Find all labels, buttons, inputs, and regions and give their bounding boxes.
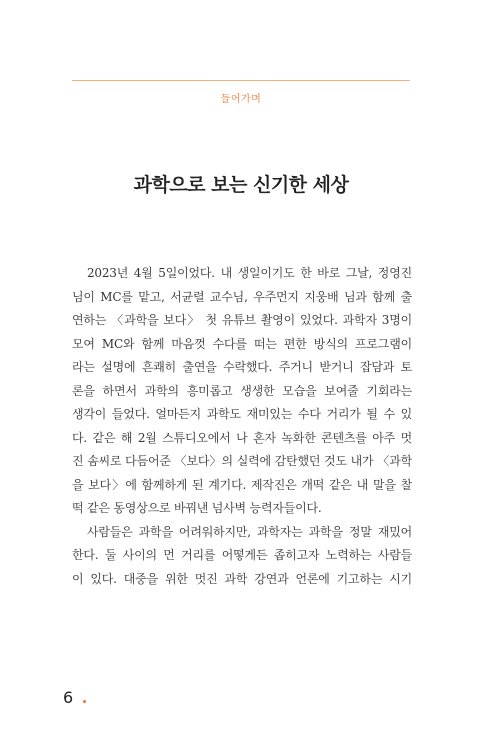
text-line: 사람들은 과학을 어려워하지만, 과학자는 과학을 정말 재밌어	[87, 524, 412, 539]
text-line: 론을 하면서 과학의 흥미롭고 생생한 모습을 보여줄 기회라는	[72, 383, 412, 398]
text-line: 생각이 들었다. 얼마든지 과학도 재미있는 수다 거리가 될 수 있	[72, 407, 412, 421]
text-line: 연하는 〈과학을 보다〉 첫 유튜브 촬영이 있었다. 과학자 3명이	[72, 313, 412, 327]
page-dot	[83, 700, 86, 703]
body-text	[72, 262, 412, 591]
text-line: 님이 MC를 맡고, 서균렬 교수님, 우주먼지 지웅배 님과 함께 출	[72, 289, 412, 304]
page-number: 6	[63, 688, 74, 707]
header-rule	[72, 80, 410, 81]
text-line: 모여 MC와 함께 마음껏 수다를 떠는 편한 방식의 프로그램이	[72, 336, 412, 351]
section-label: 들어가며	[220, 94, 262, 105]
text-line: 다. 같은 해 2월 스튜디오에서 나 혼자 녹화한 콘텐츠를 아주 멋	[72, 430, 412, 445]
text-line: 을 보다〉에 함께하게 된 계기다. 제작진은 개떡 같은 내 말을 찰	[72, 477, 412, 492]
text-line: 2023년 4월 5일이었다. 내 생일이기도 한 바로 그날, 정영진	[87, 266, 412, 280]
text-line: 라는 설명에 흔쾌히 출연을 수락했다. 주거니 받거니 잡담과 토	[72, 360, 412, 374]
text-line: 떡 같은 동영상으로 바꿔낸 넘사벽 능력자들이다.	[72, 501, 322, 515]
text-line: 한다. 둘 사이의 먼 거리를 어떻게든 좁히고자 노력하는 사람들	[72, 548, 412, 562]
text-line: 이 있다. 대중을 위한 멋진 과학 강연과 언론에 기고하는 시기	[72, 571, 412, 586]
text-line: 진 솜씨로 다듬어준 〈보다〉의 실력에 감탄했던 것도 내가 〈과학	[72, 454, 412, 468]
chapter-title: 과학으로 보는 신기한 세상	[133, 174, 349, 196]
